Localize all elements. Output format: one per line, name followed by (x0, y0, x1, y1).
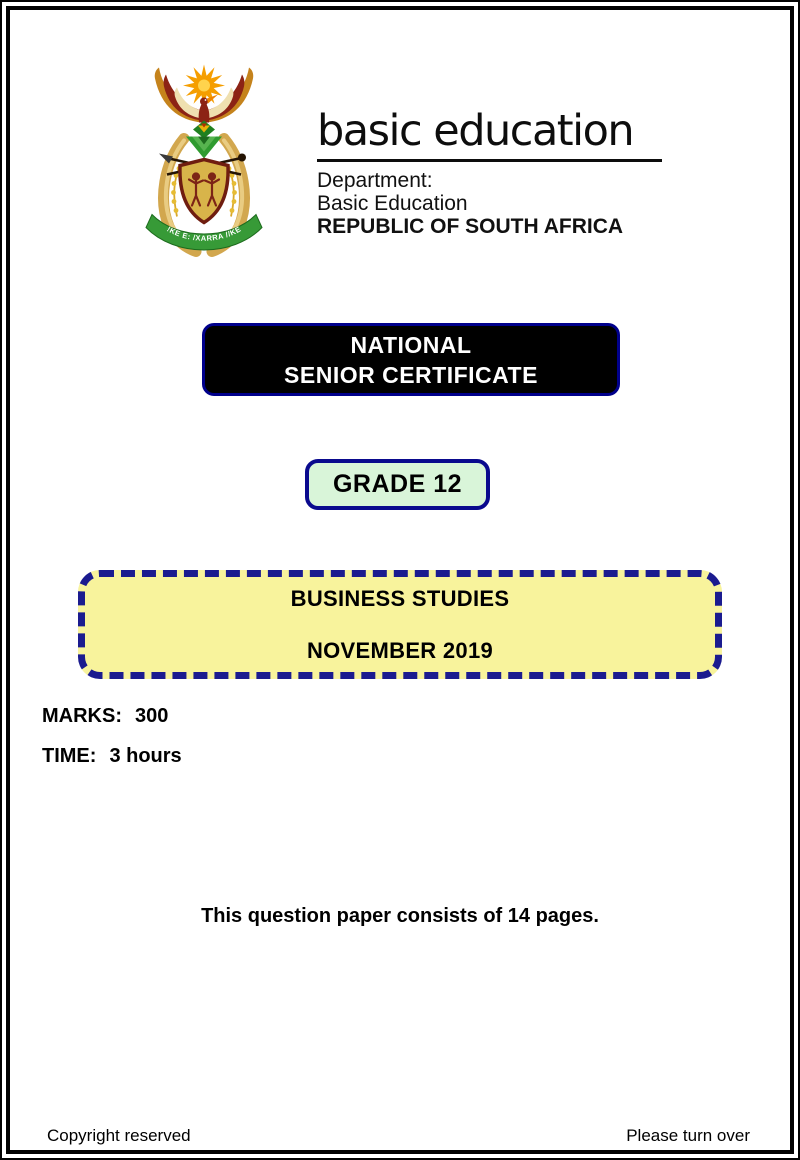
department-label: Department: (317, 169, 433, 192)
country-name: REPUBLIC OF SOUTH AFRICA (317, 215, 624, 238)
grade-box (305, 459, 490, 510)
certificate-line-1: NATIONAL (350, 331, 472, 358)
marks-row (42, 705, 168, 728)
page-count-note: This question paper consists of 14 pages. (201, 905, 599, 927)
south-africa-coat-of-arms-icon (139, 64, 269, 260)
department-wordmark (317, 108, 677, 238)
exam-session: NOVEMBER 2019 (306, 637, 494, 663)
grade-label: GRADE 12 (332, 470, 463, 498)
department-name: Basic Education (317, 192, 468, 215)
subject-name: BUSINESS STUDIES (290, 585, 510, 611)
time-value: 3 hours (109, 745, 182, 767)
wordmark-rule (317, 159, 662, 162)
marks-label: MARKS: (42, 705, 122, 727)
wordmark-basic-education: basic education (317, 106, 634, 156)
turn-over-note: Please turn over (626, 1126, 750, 1145)
motto-text: !KE E: /XARRA //KE (165, 224, 243, 243)
subject-box (78, 570, 722, 679)
certificate-line-2: SENIOR CERTIFICATE (284, 361, 538, 388)
protea-icon (186, 121, 222, 159)
copyright-notice: Copyright reserved (47, 1126, 191, 1145)
certificate-title-box (202, 323, 620, 396)
time-row (42, 745, 182, 768)
time-label: TIME: (42, 745, 97, 767)
shield-icon (180, 160, 228, 223)
marks-value: 300 (135, 705, 169, 727)
